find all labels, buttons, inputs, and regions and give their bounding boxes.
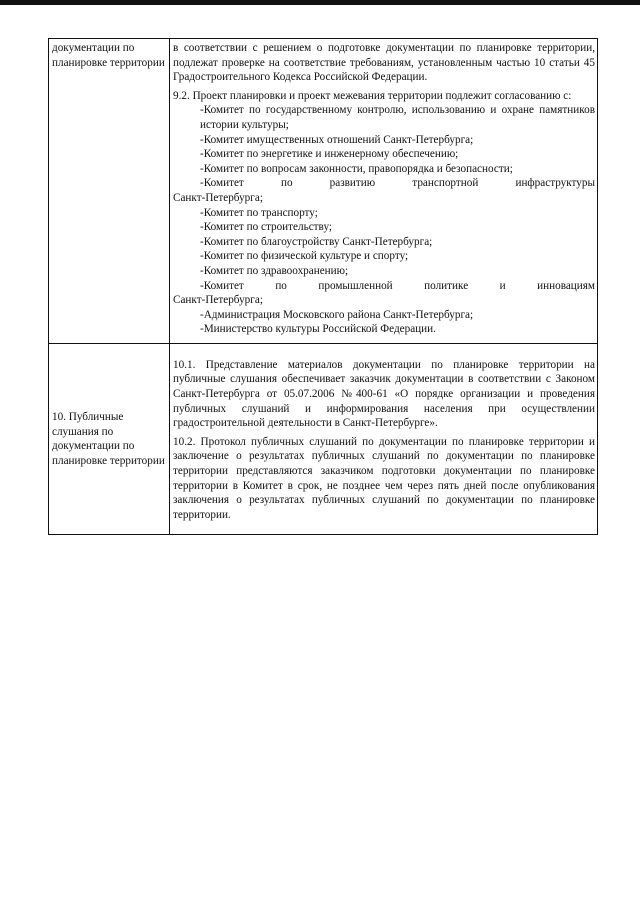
row-content: [170, 39, 598, 344]
list-item: -Комитет по промышленной политике и инновациям: [200, 279, 595, 292]
paragraph-10-2: 10.2. Протокол публичных слушаний по документации по планировке территории и заключение о результатах публичных слушаний по документации по планировке территории представляются заказчиком подготовки документации по планировке территории в Комитет в срок, не позднее чем через пять дней после опубликования заключения о результатах публичных слушаний по документации по планировке территории.: [173, 435, 595, 521]
list-item: -Комитет по государственному контролю, использованию и охране памятников истории культуры;: [200, 104, 595, 131]
paragraph-9-2: 9.2. Проект планировки и проект межевания территории подлежит согласованию с:: [173, 89, 572, 102]
list-item: -Комитет по вопросам законности, правопорядка и безопасности;: [200, 162, 513, 175]
list-item: -Комитет по энергетике и инженерному обеспечению;: [200, 148, 459, 161]
row-heading: документации по планировке территории: [49, 39, 170, 344]
table-row: [49, 39, 598, 344]
paragraph-10-1: 10.1. Представление материалов документации по планировке территории на публичные слушания обеспечивает заказчик документации в соответствии с Законом Санкт-Петербурга от 05.07.2006 №400-61 «О порядке организации и проведения публичных слушаний и информирования населения при осуществлении градостроительной деятельности в Санкт-Петербурге».: [173, 358, 595, 430]
list-item: -Комитет по здравоохранению;: [200, 264, 349, 277]
list-item: -Комитет по развитию транспортной инфраструктуры: [200, 177, 595, 190]
list-item: -Комитет по физической культуре и спорту;: [200, 250, 409, 263]
paragraph: в соответствии с решением о подготовке документации по планировке территории, подлежат проверке на соответствие требованиям, установленным частью 10 статьи 45 Градостроительного Кодекса Российской Федерации.: [173, 42, 595, 84]
list-item-continuation: Санкт-Петербурга;: [173, 191, 263, 204]
list-item-continuation: Санкт-Петербурга;: [173, 294, 263, 307]
list-item: -Комитет по строительству;: [200, 221, 333, 234]
table-row: [49, 343, 598, 535]
requirements-table: [48, 38, 598, 535]
row-heading: 10. Публичные слушания по документации по планировке территории: [49, 343, 170, 535]
list-item: -Министерство культуры Российской Федерации.: [200, 323, 436, 336]
list-item: -Комитет имущественных отношений Санкт-Петербурга;: [200, 133, 474, 146]
list-item: -Комитет по транспорту;: [200, 206, 318, 219]
top-border-line: [0, 0, 640, 5]
row-content: [170, 343, 598, 535]
list-item: -Администрация Московского района Санкт-Петербурга;: [200, 308, 474, 321]
approval-list: [173, 103, 595, 337]
list-item: -Комитет по благоустройству Санкт-Петербурга;: [200, 235, 433, 248]
